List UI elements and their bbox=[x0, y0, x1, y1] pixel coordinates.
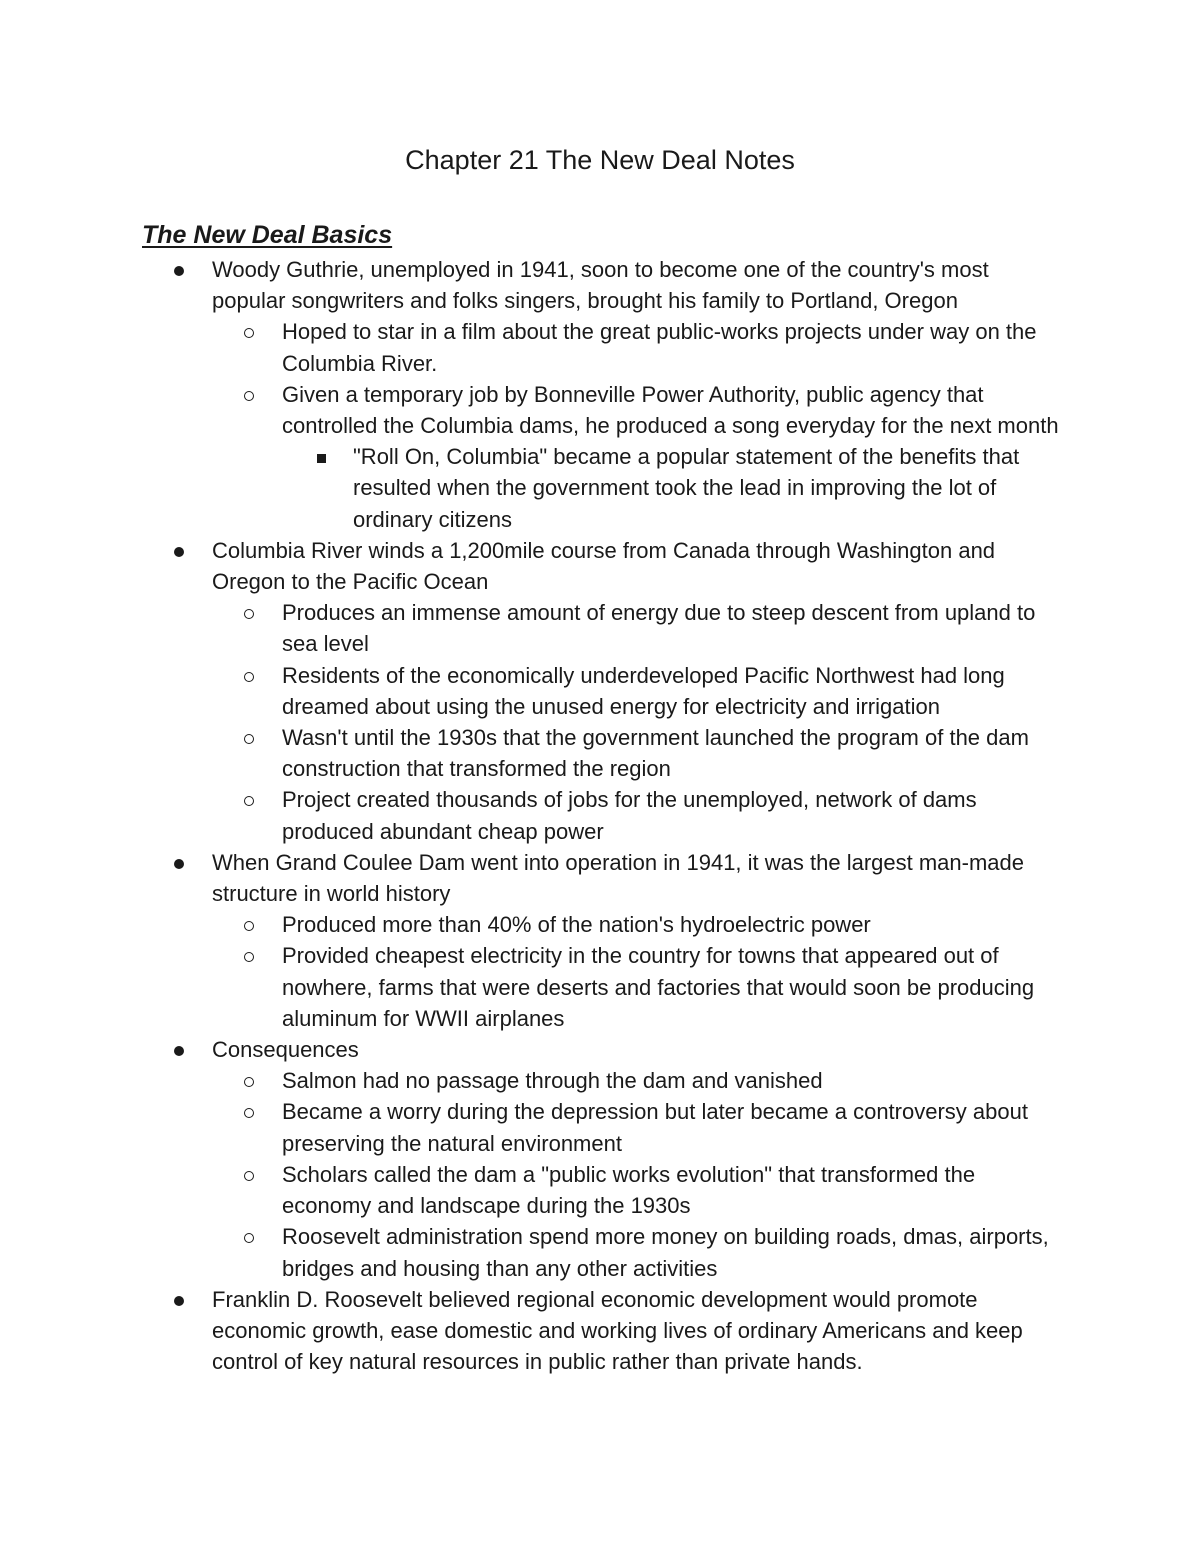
list-item bbox=[282, 1221, 1062, 1283]
list-item bbox=[282, 660, 1062, 722]
list-item-text: Hoped to star in a film about the great public-works projects under way on the Columbia River. bbox=[282, 319, 1037, 376]
hollow-bullet-icon bbox=[244, 328, 254, 338]
list-item bbox=[282, 1096, 1062, 1158]
list-item bbox=[282, 379, 1062, 441]
hollow-bullet-icon bbox=[244, 391, 254, 401]
list-item-text: Roosevelt administration spend more money on building roads, dmas, airports, bridges and housing than any other activities bbox=[282, 1224, 1049, 1281]
list-item bbox=[212, 254, 1062, 316]
list-item bbox=[353, 441, 1053, 535]
list-item bbox=[282, 597, 1062, 659]
list-item-text: Provided cheapest electricity in the country for towns that appeared out of nowhere, farms that were deserts and factories that would soon be producing aluminum for WWII airplanes bbox=[282, 943, 1035, 1031]
hollow-bullet-icon bbox=[244, 1233, 254, 1243]
list-item bbox=[282, 1159, 1062, 1221]
section-heading: The New Deal Basics bbox=[142, 221, 393, 249]
list-item bbox=[212, 1284, 1062, 1378]
hollow-bullet-icon bbox=[244, 921, 254, 931]
filled-bullet-icon bbox=[174, 1046, 184, 1056]
document-title: Chapter 21 The New Deal Notes bbox=[405, 145, 795, 175]
list-item-text: Woody Guthrie, unemployed in 1941, soon to become one of the country's most popular songwriters and folks singers, brought his family to Portland, Oregon bbox=[212, 257, 989, 314]
hollow-bullet-icon bbox=[244, 1171, 254, 1181]
hollow-bullet-icon bbox=[244, 609, 254, 619]
list-item-text: Wasn't until the 1930s that the government launched the program of the dam construction that transformed the region bbox=[282, 725, 1029, 782]
hollow-bullet-icon bbox=[244, 672, 254, 682]
square-bullet-icon bbox=[317, 454, 326, 463]
filled-bullet-icon bbox=[174, 547, 184, 557]
list-item bbox=[282, 722, 1062, 784]
list-item-text: "Roll On, Columbia" became a popular statement of the benefits that resulted when the government took the lead in improving the lot of ordinary citizens bbox=[353, 444, 1020, 532]
list-item-text: When Grand Coulee Dam went into operation in 1941, it was the largest man-made structure in world history bbox=[212, 849, 1024, 907]
filled-bullet-icon bbox=[174, 1296, 184, 1306]
list-item-text: Given a temporary job by Bonneville Power Authority, public agency that controlled the Columbia dams, he produced a song everyday for the next month bbox=[282, 381, 1059, 439]
notes-list bbox=[0, 254, 1200, 1377]
list-item-text: Produces an immense amount of energy due to steep descent from upland to sea level bbox=[282, 600, 1036, 657]
filled-bullet-icon bbox=[174, 266, 184, 276]
list-item bbox=[282, 1065, 1062, 1096]
list-item-text: Project created thousands of jobs for the unemployed, network of dams produced abundant cheap power bbox=[282, 787, 977, 844]
list-item bbox=[212, 847, 1062, 909]
filled-bullet-icon bbox=[174, 859, 184, 869]
hollow-bullet-icon bbox=[244, 952, 254, 962]
hollow-bullet-icon bbox=[244, 1077, 254, 1087]
hollow-bullet-icon bbox=[244, 734, 254, 744]
list-item bbox=[282, 909, 1062, 940]
list-item bbox=[282, 316, 1062, 378]
list-item-text: Salmon had no passage through the dam and vanished bbox=[282, 1068, 823, 1094]
list-item bbox=[282, 784, 1062, 846]
list-item-text: Produced more than 40% of the nation's hydroelectric power bbox=[282, 912, 871, 938]
list-item-text: Scholars called the dam a "public works evolution" that transformed the economy and landscape during the 1930s bbox=[282, 1161, 976, 1219]
list-item-text: Columbia River winds a 1,200mile course from Canada through Washington and Oregon to the Pacific Ocean bbox=[212, 537, 996, 595]
list-item-text: Consequences bbox=[212, 1037, 359, 1063]
list-item bbox=[212, 535, 1062, 597]
list-item-text: Became a worry during the depression but later became a controversy about preserving the natural environment bbox=[282, 1099, 1028, 1156]
list-item-text: Residents of the economically underdeveloped Pacific Northwest had long dreamed about using the unused energy for electricity and irrigation bbox=[282, 662, 1005, 719]
list-item bbox=[212, 1034, 1062, 1065]
list-item bbox=[282, 940, 1062, 1034]
hollow-bullet-icon bbox=[244, 796, 254, 806]
list-item-text: Franklin D. Roosevelt believed regional economic development would promote economic growth, ease domestic and working lives of ordinary Americans and keep control of key natural resources in public rather than private hands. bbox=[212, 1286, 1023, 1375]
hollow-bullet-icon bbox=[244, 1108, 254, 1118]
